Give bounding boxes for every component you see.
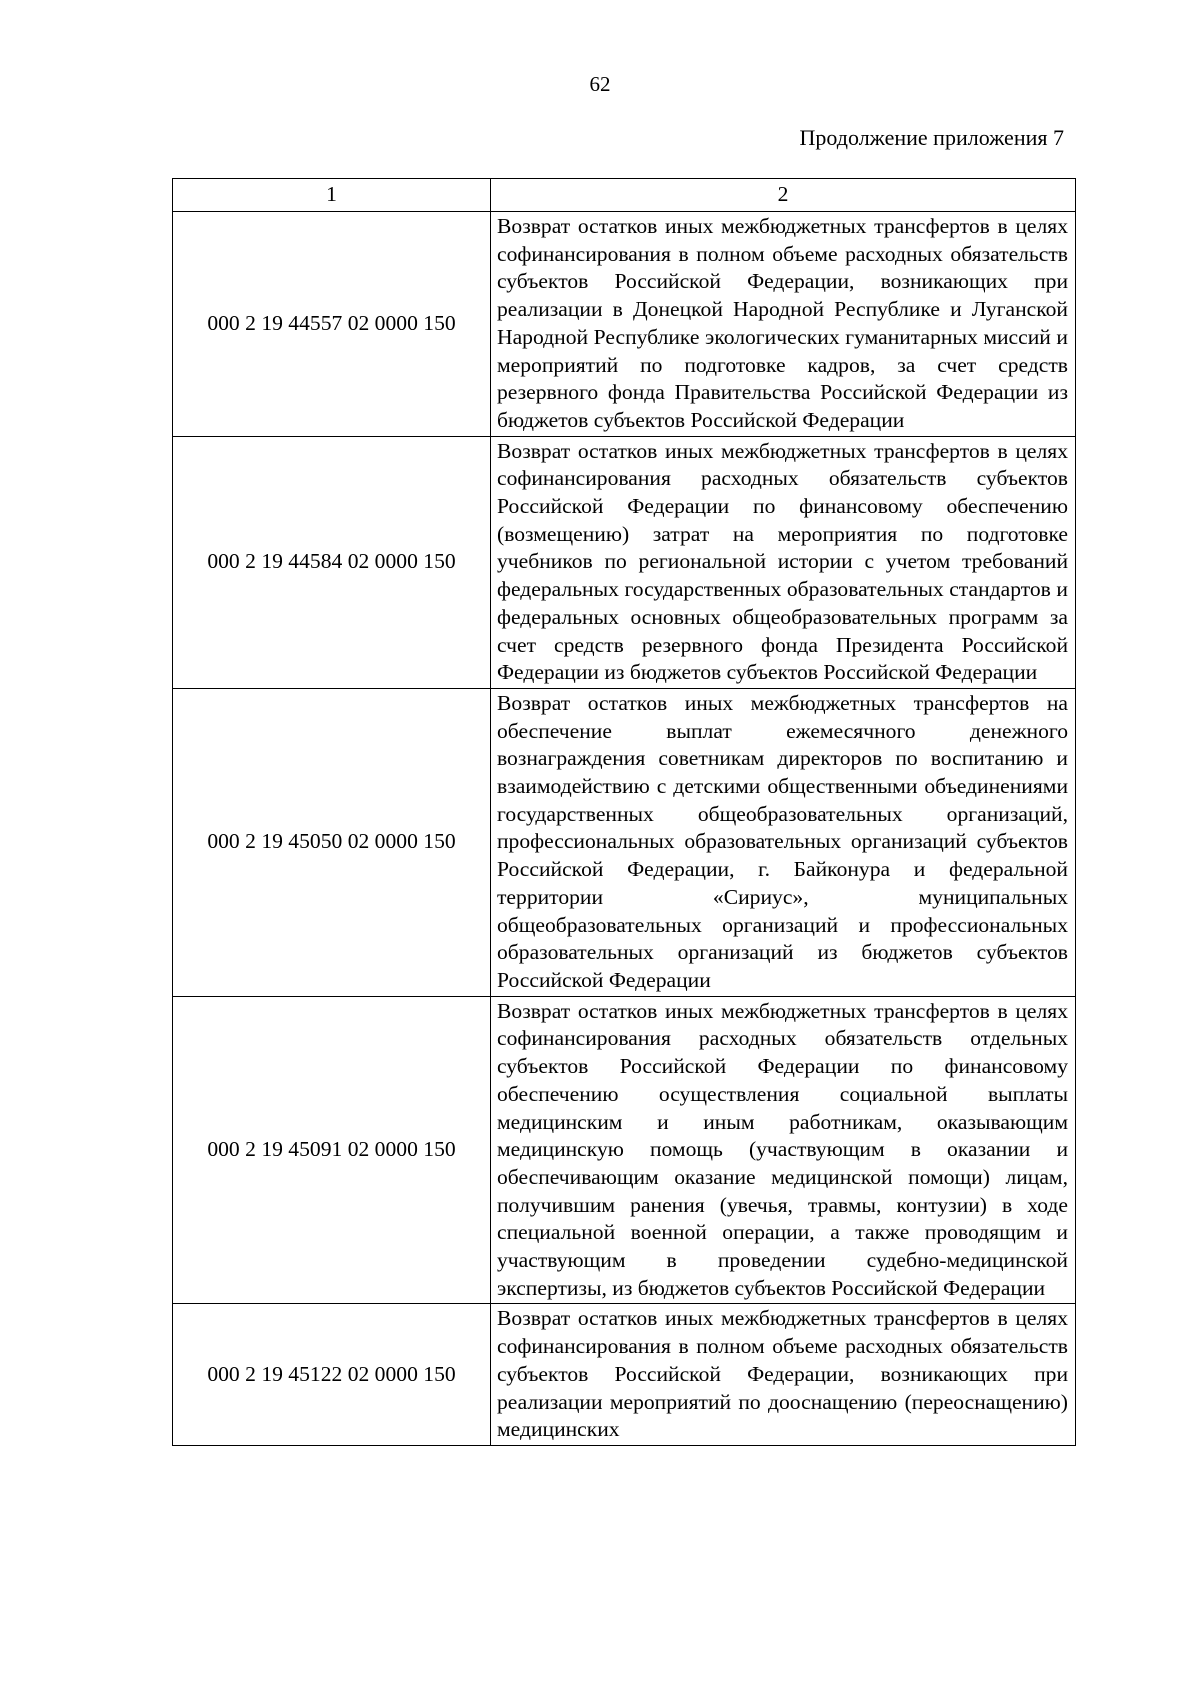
table-row xyxy=(173,436,1076,688)
continuation-label: Продолжение приложения 7 xyxy=(799,125,1064,150)
page-number: 62 xyxy=(589,72,611,96)
table-row xyxy=(173,212,1076,437)
description-cell: Возврат остатков иных межбюджетных трансфертов в целях софинансирования в полном объеме расходных обязательств субъектов Российской Федерации, возникающих при реализации мероприятий по дооснащению (переоснащению) медицинских xyxy=(491,1304,1076,1446)
column-header-description: 2 xyxy=(491,179,1076,212)
budget-code-cell: 000 2 19 44584 02 0000 150 xyxy=(173,436,491,688)
table-header-row xyxy=(173,179,1076,212)
budget-code-cell: 000 2 19 44557 02 0000 150 xyxy=(173,212,491,437)
description-cell: Возврат остатков иных межбюджетных трансфертов в целях софинансирования расходных обязательств субъектов Российской Федерации по финансовому обеспечению (возмещению) затрат на мероприятия по подготовке учебников по региональной истории с учетом требований федеральных государственных образовательных стандартов и федеральных основных общеобразовательных программ за счет средств резервного фонда Президента Российской Федерации из бюджетов субъектов Российской Федерации xyxy=(491,436,1076,688)
table-row xyxy=(173,688,1076,996)
table-row xyxy=(173,996,1076,1304)
budget-classification-table xyxy=(172,178,1076,1446)
description-cell: Возврат остатков иных межбюджетных трансфертов в целях софинансирования в полном объеме расходных обязательств субъектов Российской Федерации, возникающих при реализации в Донецкой Народной Республике и Луганской Народной Республике экологических гуманитарных миссий и мероприятий по подготовке кадров, за счет средств резервного фонда Правительства Российской Федерации из бюджетов субъектов Российской Федерации xyxy=(491,212,1076,437)
budget-code-cell: 000 2 19 45050 02 0000 150 xyxy=(173,688,491,996)
description-cell: Возврат остатков иных межбюджетных трансфертов на обеспечение выплат ежемесячного денежного вознаграждения советникам директоров по воспитанию и взаимодействию с детскими общественными объединениями государственных общеобразовательных организаций, профессиональных образовательных организаций субъектов Российской Федерации, г. Байконура и федеральной территории «Сириус», муниципальных общеобразовательных организаций и профессиональных образовательных организаций из бюджетов субъектов Российской Федерации xyxy=(491,688,1076,996)
budget-code-cell: 000 2 19 45091 02 0000 150 xyxy=(173,996,491,1304)
column-header-code: 1 xyxy=(173,179,491,212)
table-row xyxy=(173,1304,1076,1446)
description-cell: Возврат остатков иных межбюджетных трансфертов в целях софинансирования расходных обязательств отдельных субъектов Российской Федерации по финансовому обеспечению осуществления социальной выплаты медицинским и иным работникам, оказывающим медицинскую помощь (участвующим в оказании и обеспечивающим оказание медицинской помощи) лицам, получившим ранения (увечья, травмы, контузии) в ходе специальной военной операции, а также проводящим и участвующим в проведении судебно-медицинской экспертизы, из бюджетов субъектов Российской Федерации xyxy=(491,996,1076,1304)
budget-code-cell: 000 2 19 45122 02 0000 150 xyxy=(173,1304,491,1446)
